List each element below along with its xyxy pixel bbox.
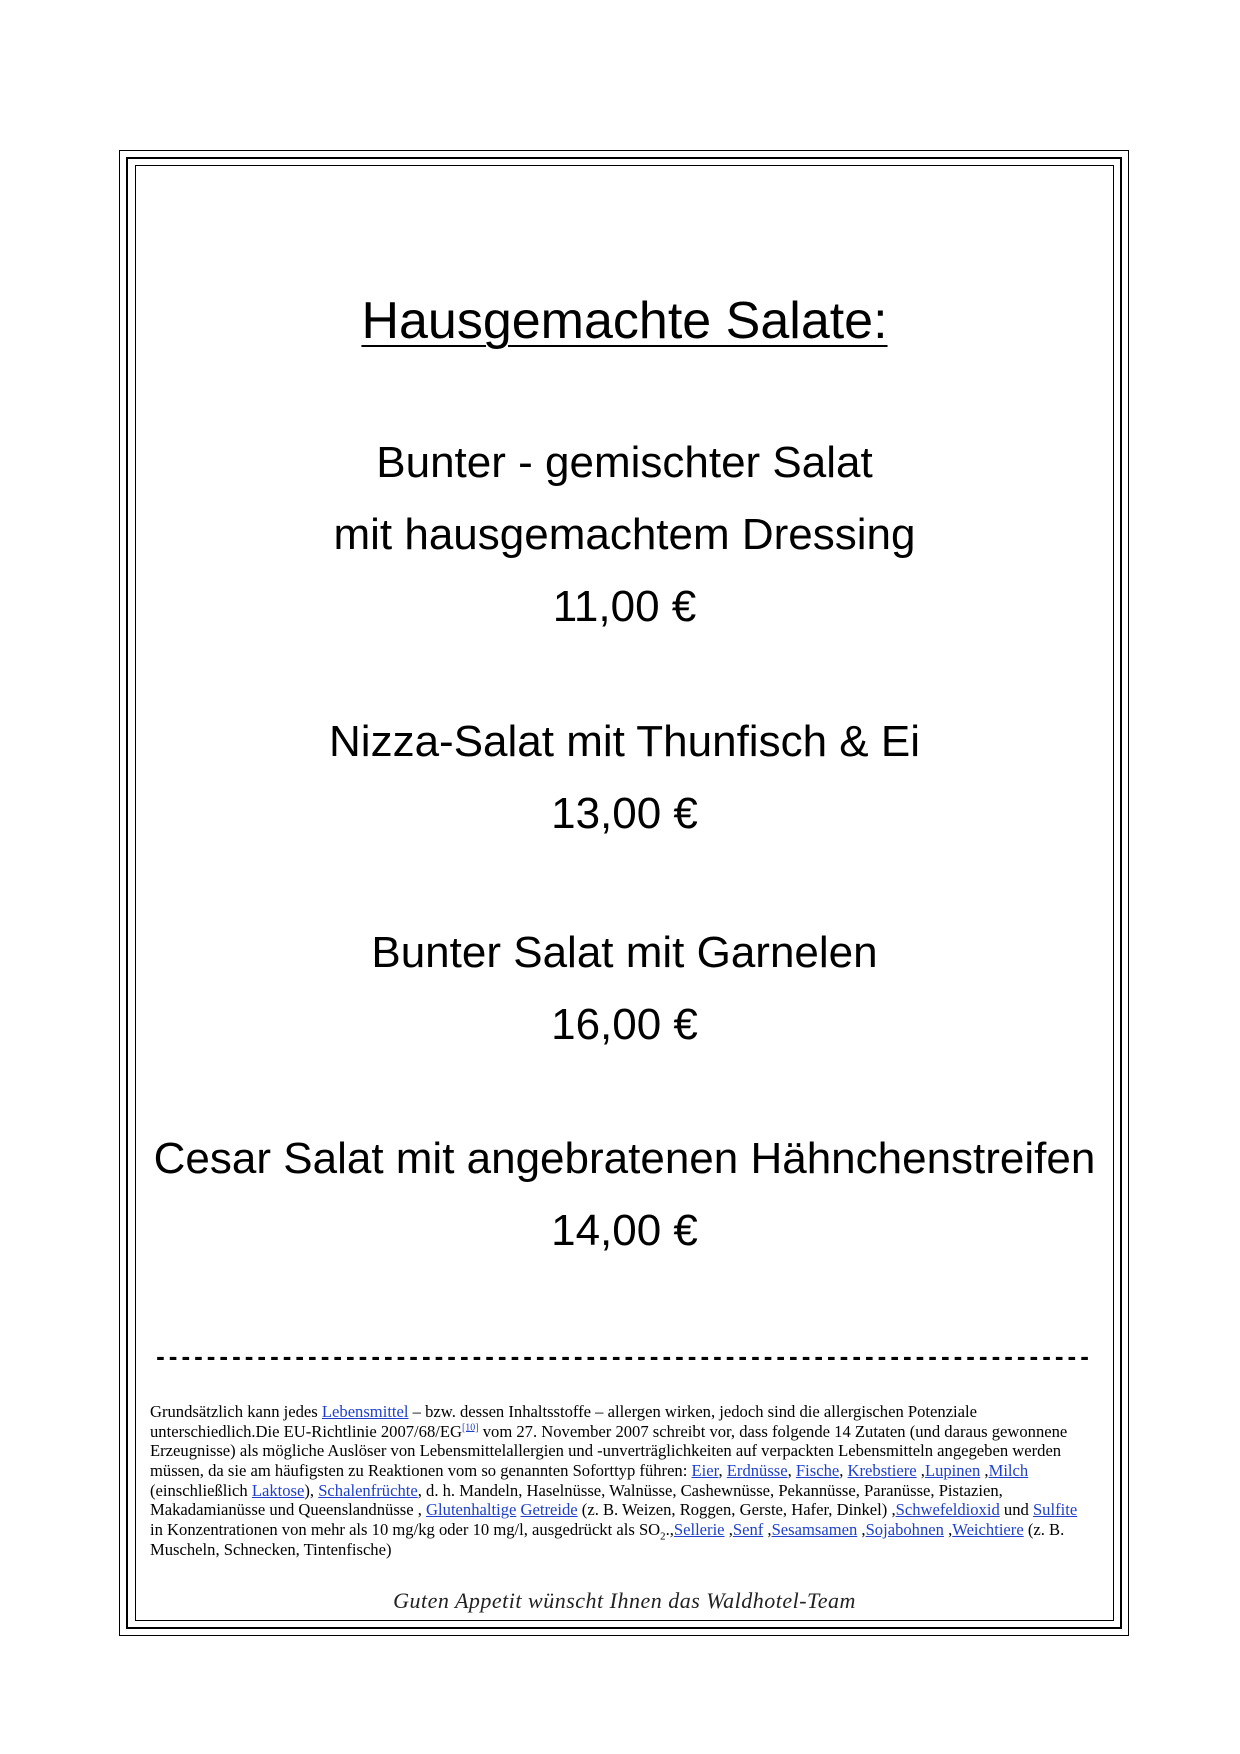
allergen-link[interactable]: Sojabohnen [865,1520,944,1540]
allergen-note-line [150,1461,1110,1481]
allergen-note-text: vom 27. November 2007 schreibt vor, dass folgende 14 Zutaten (und daraus gewonnene [478,1421,1068,1441]
page-title-text: Hausgemachte Salate: [361,292,888,350]
menu-item-name: Nizza-Salat mit Thunfisch & Ei [329,717,920,766]
menu-item-name: mit hausgemachtem Dressing [333,510,916,559]
allergen-note-text: Makadamianüsse und Queenslandnüsse , [150,1500,427,1520]
allergen-note-text: , [839,1461,848,1481]
dashed-separator: -------------------------------------------------------------------------- [156,1341,1093,1371]
allergen-note-line [150,1422,1110,1442]
allergen-note-text: (z. B. Weizen, Roggen, Gerste, Hafer, Dinkel) , [577,1500,896,1520]
allergen-link[interactable]: Senf [732,1520,764,1540]
allergen-note-line [150,1520,1110,1543]
allergen-link[interactable]: Schalenfrüchte [318,1480,418,1500]
allergen-note-line [150,1402,1110,1422]
allergen-note-text: , d. h. Mandeln, Haselnüsse, Walnüsse, Cashewnüsse, Pekannüsse, Paranüsse, Pistazien, [417,1480,1003,1500]
allergen-note [150,1402,1110,1560]
menu-item-price: 13,00 € [551,789,698,838]
allergen-note-text: , [980,1461,989,1481]
allergen-link[interactable]: Schwefeldioxid [895,1500,1000,1520]
menu-item [135,427,1114,643]
allergen-note-text: – bzw. dessen Inhaltsstoffe – allergen wirken, jedoch sind die allergischen Potenziale [408,1402,978,1421]
menu-item-price: 16,00 € [551,1000,698,1049]
allergen-note-text: Muscheln, Schnecken, Tintenfische) [150,1539,392,1559]
allergen-link[interactable]: Laktose [251,1480,305,1500]
allergen-link[interactable]: Krebstiere [847,1461,917,1481]
menu-item-name: Cesar Salat mit angebratenen Hähnchenstreifen [153,1134,1096,1183]
menu-item-price: 14,00 € [551,1206,698,1255]
allergen-link[interactable]: Lebensmittel [321,1402,409,1421]
allergen-note-text: ), [304,1480,319,1500]
allergen-link[interactable]: Lupinen [924,1461,981,1481]
allergen-note-text: ., [665,1520,674,1540]
menu-item-name: Bunter Salat mit Garnelen [371,928,878,977]
allergen-link[interactable]: Glutenhaltige [426,1500,517,1520]
allergen-note-text: , [943,1520,953,1540]
allergen-note-text: , [718,1461,727,1481]
allergen-note-text: unterschiedlich.Die EU-Richtlinie 2007/68/EG [150,1421,462,1441]
allergen-note-text: , [916,1461,925,1481]
allergen-note-text: und [999,1500,1033,1520]
allergen-link[interactable]: Eier [691,1461,719,1481]
allergen-note-text: in Konzentrationen von mehr als 10 mg/kg oder 10 mg/l, ausgedrückt als SO [150,1520,661,1540]
subscript-text: 2 [660,1530,666,1543]
allergen-note-text: müssen, da sie am häufigsten zu Reaktionen vom so genannten Soforttyp führen: [150,1461,692,1481]
allergen-note-text: (einschließlich [150,1480,252,1500]
page-title [135,291,1114,351]
allergen-note-text: , [724,1520,733,1540]
allergen-link[interactable]: Sesamsamen [771,1520,858,1540]
menu-item [135,917,1114,1061]
allergen-note-line [150,1500,1110,1520]
allergen-note-line [150,1540,1110,1560]
allergen-link[interactable]: Getreide [520,1500,578,1520]
menu-item [135,706,1114,850]
allergen-note-line [150,1441,1110,1461]
allergen-link[interactable]: Sellerie [673,1520,725,1540]
allergen-note-text: , [763,1520,772,1540]
allergen-link[interactable]: Milch [988,1461,1029,1481]
allergen-link[interactable]: Weichtiere [952,1520,1024,1540]
footnote-reference-link[interactable]: [10] [461,1422,479,1434]
allergen-note-text: , [787,1461,796,1481]
menu-item-price: 11,00 € [552,582,697,631]
allergen-link[interactable]: Sulfite [1032,1500,1078,1520]
allergen-note-text: (z. B. [1023,1520,1065,1540]
allergen-note-text: , [857,1520,866,1540]
allergen-link[interactable]: Fische [795,1461,840,1481]
allergen-note-line [150,1481,1110,1501]
menu-item-name: Bunter - gemischter Salat [376,438,873,487]
allergen-note-text: Erzeugnisse) als mögliche Auslöser von Lebensmittelallergien und -unverträglichkeiten auf verpackten Lebensmitteln angegeben werden [150,1441,1062,1461]
closing-line: Guten Appetit wünscht Ihnen das Waldhotel-Team [393,1588,856,1613]
allergen-note-text: Grundsätzlich kann jedes [150,1402,322,1421]
allergen-link[interactable]: Erdnüsse [726,1461,788,1481]
menu-item [135,1123,1114,1267]
